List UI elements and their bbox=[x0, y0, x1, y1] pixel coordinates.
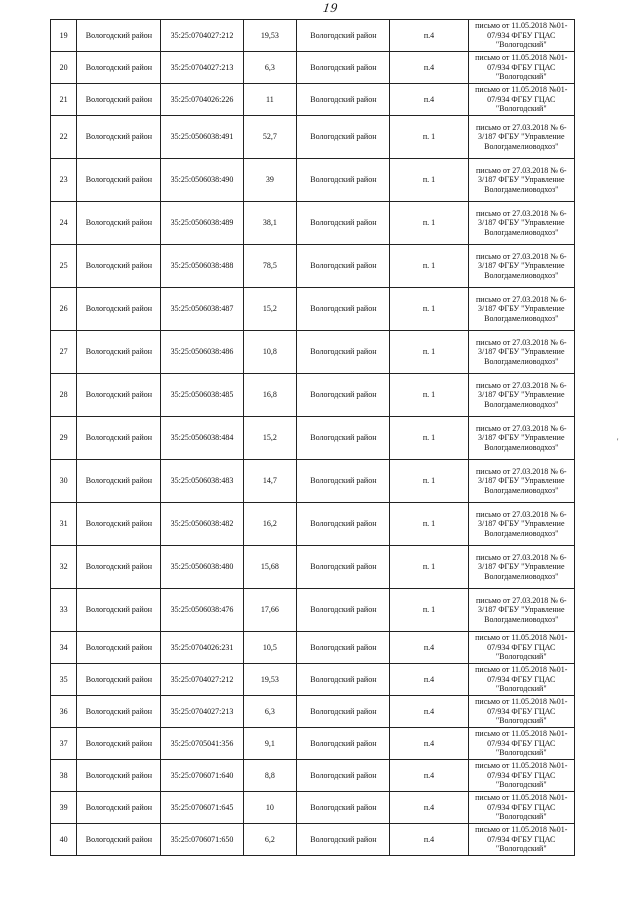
cadastral-number-cell: 35:25:0704027:212 bbox=[161, 664, 243, 696]
location-cell: Вологодский район bbox=[297, 20, 390, 52]
area-cell: 10,8 bbox=[243, 331, 297, 374]
row-number-cell: 31 bbox=[51, 503, 77, 546]
cadastral-number-cell: 35:25:0706071:640 bbox=[161, 760, 243, 792]
district-cell: Вологодский район bbox=[77, 546, 161, 589]
row-number-cell: 19 bbox=[51, 20, 77, 52]
area-cell: 6,3 bbox=[243, 52, 297, 84]
cadastral-number-cell: 35:25:0506038:476 bbox=[161, 589, 243, 632]
area-cell: 19,53 bbox=[243, 20, 297, 52]
document-reference-cell: письмо от 11.05.2018 №01-07/934 ФГБУ ГЦАС "Вологодский" bbox=[468, 760, 574, 792]
location-cell: Вологодский район bbox=[297, 589, 390, 632]
location-cell: Вологодский район bbox=[297, 202, 390, 245]
clause-cell: п. 1 bbox=[390, 245, 468, 288]
clause-cell: п. 1 bbox=[390, 417, 468, 460]
table-row bbox=[51, 632, 575, 664]
document-reference-cell: письмо от 11.05.2018 №01-07/934 ФГБУ ГЦАС "Вологодский" bbox=[468, 20, 574, 52]
page-number: 19 bbox=[322, 0, 340, 15]
table-row bbox=[51, 546, 575, 589]
document-reference-cell: письмо от 27.03.2018 № 6-3/187 ФГБУ "Управление Вологдамелиоводхоз" bbox=[468, 202, 574, 245]
location-cell: Вологодский район bbox=[297, 792, 390, 824]
location-cell: Вологодский район bbox=[297, 116, 390, 159]
clause-cell: п. 1 bbox=[390, 460, 468, 503]
area-cell: 38,1 bbox=[243, 202, 297, 245]
district-cell: Вологодский район bbox=[77, 417, 161, 460]
row-number-cell: 32 bbox=[51, 546, 77, 589]
location-cell: Вологодский район bbox=[297, 696, 390, 728]
clause-cell: п.4 bbox=[390, 664, 468, 696]
table-row bbox=[51, 159, 575, 202]
area-cell: 52,7 bbox=[243, 116, 297, 159]
cadastral-number-cell: 35:25:0706071:645 bbox=[161, 792, 243, 824]
clause-cell: п. 1 bbox=[390, 331, 468, 374]
area-cell: 15,2 bbox=[243, 417, 297, 460]
document-reference-cell: письмо от 27.03.2018 № 6-3/187 ФГБУ "Управление Вологдамелиоводхоз" bbox=[468, 417, 574, 460]
document-reference-cell: письмо от 27.03.2018 № 6-3/187 ФГБУ "Управление Вологдамелиоводхоз" bbox=[468, 159, 574, 202]
clause-cell: п.4 bbox=[390, 728, 468, 760]
area-cell: 8,8 bbox=[243, 760, 297, 792]
clause-cell: п.4 bbox=[390, 696, 468, 728]
cadastral-number-cell: 35:25:0506038:488 bbox=[161, 245, 243, 288]
table-row bbox=[51, 116, 575, 159]
cadastral-number-cell: 35:25:0506038:483 bbox=[161, 460, 243, 503]
district-cell: Вологодский район bbox=[77, 202, 161, 245]
clause-cell: п.4 bbox=[390, 824, 468, 856]
row-number-cell: 22 bbox=[51, 116, 77, 159]
cadastral-number-cell: 35:25:0704027:213 bbox=[161, 696, 243, 728]
location-cell: Вологодский район bbox=[297, 331, 390, 374]
cadastral-number-cell: 35:25:0704027:212 bbox=[161, 20, 243, 52]
table-row bbox=[51, 824, 575, 856]
row-number-cell: 26 bbox=[51, 288, 77, 331]
row-number-cell: 33 bbox=[51, 589, 77, 632]
document-reference-cell: письмо от 11.05.2018 №01-07/934 ФГБУ ГЦАС "Вологодский" bbox=[468, 728, 574, 760]
cadastral-number-cell: 35:25:0506038:482 bbox=[161, 503, 243, 546]
location-cell: Вологодский район bbox=[297, 546, 390, 589]
area-cell: 6,3 bbox=[243, 696, 297, 728]
district-cell: Вологодский район bbox=[77, 374, 161, 417]
document-reference-cell: письмо от 11.05.2018 №01-07/934 ФГБУ ГЦАС "Вологодский" bbox=[468, 52, 574, 84]
cadastral-number-cell: 35:25:0506038:485 bbox=[161, 374, 243, 417]
row-number-cell: 25 bbox=[51, 245, 77, 288]
document-reference-cell: письмо от 27.03.2018 № 6-3/187 ФГБУ "Управление Вологдамелиоводхоз" bbox=[468, 288, 574, 331]
row-number-cell: 27 bbox=[51, 331, 77, 374]
district-cell: Вологодский район bbox=[77, 159, 161, 202]
cadastral-number-cell: 35:25:0506038:480 bbox=[161, 546, 243, 589]
district-cell: Вологодский район bbox=[77, 696, 161, 728]
location-cell: Вологодский район bbox=[297, 664, 390, 696]
cadastral-number-cell: 35:25:0704026:231 bbox=[161, 632, 243, 664]
clause-cell: п. 1 bbox=[390, 374, 468, 417]
row-number-cell: 20 bbox=[51, 52, 77, 84]
district-cell: Вологодский район bbox=[77, 728, 161, 760]
row-number-cell: 21 bbox=[51, 84, 77, 116]
document-reference-cell: письмо от 11.05.2018 №01-07/934 ФГБУ ГЦАС "Вологодский" bbox=[468, 632, 574, 664]
table-row bbox=[51, 760, 575, 792]
cadastral-number-cell: 35:25:0706071:650 bbox=[161, 824, 243, 856]
document-reference-cell: письмо от 27.03.2018 № 6-3/187 ФГБУ "Управление Вологдамелиоводхоз" bbox=[468, 503, 574, 546]
location-cell: Вологодский район bbox=[297, 503, 390, 546]
row-number-cell: 30 bbox=[51, 460, 77, 503]
table-row bbox=[51, 331, 575, 374]
district-cell: Вологодский район bbox=[77, 245, 161, 288]
cadastral-number-cell: 35:25:0506038:486 bbox=[161, 331, 243, 374]
row-number-cell: 38 bbox=[51, 760, 77, 792]
table-row bbox=[51, 52, 575, 84]
cadastral-number-cell: 35:25:0704027:213 bbox=[161, 52, 243, 84]
clause-cell: п. 1 bbox=[390, 202, 468, 245]
row-number-cell: 24 bbox=[51, 202, 77, 245]
table-row bbox=[51, 245, 575, 288]
row-number-cell: 35 bbox=[51, 664, 77, 696]
table-row bbox=[51, 460, 575, 503]
clause-cell: п.4 bbox=[390, 632, 468, 664]
area-cell: 14,7 bbox=[243, 460, 297, 503]
area-cell: 39 bbox=[243, 159, 297, 202]
cadastral-number-cell: 35:25:0506038:484 bbox=[161, 417, 243, 460]
document-reference-cell: письмо от 27.03.2018 № 6-3/187 ФГБУ "Управление Вологдамелиоводхоз" bbox=[468, 116, 574, 159]
area-cell: 6,2 bbox=[243, 824, 297, 856]
table-row bbox=[51, 417, 575, 460]
area-cell: 17,66 bbox=[243, 589, 297, 632]
location-cell: Вологодский район bbox=[297, 374, 390, 417]
location-cell: Вологодский район bbox=[297, 824, 390, 856]
cadastral-number-cell: 35:25:0705041:356 bbox=[161, 728, 243, 760]
location-cell: Вологодский район bbox=[297, 52, 390, 84]
row-number-cell: 36 bbox=[51, 696, 77, 728]
document-reference-cell: письмо от 11.05.2018 №01-07/934 ФГБУ ГЦАС "Вологодский" bbox=[468, 696, 574, 728]
district-cell: Вологодский район bbox=[77, 632, 161, 664]
location-cell: Вологодский район bbox=[297, 728, 390, 760]
table-body bbox=[51, 20, 575, 856]
clause-cell: п. 1 bbox=[390, 116, 468, 159]
document-reference-cell: письмо от 27.03.2018 № 6-3/187 ФГБУ "Управление Вологдамелиоводхоз" bbox=[468, 546, 574, 589]
location-cell: Вологодский район bbox=[297, 760, 390, 792]
location-cell: Вологодский район bbox=[297, 632, 390, 664]
table-row bbox=[51, 84, 575, 116]
district-cell: Вологодский район bbox=[77, 331, 161, 374]
clause-cell: п.4 bbox=[390, 84, 468, 116]
area-cell: 10,5 bbox=[243, 632, 297, 664]
document-reference-cell: письмо от 11.05.2018 №01-07/934 ФГБУ ГЦАС "Вологодский" bbox=[468, 664, 574, 696]
area-cell: 78,5 bbox=[243, 245, 297, 288]
clause-cell: п. 1 bbox=[390, 288, 468, 331]
district-cell: Вологодский район bbox=[77, 503, 161, 546]
location-cell: Вологодский район bbox=[297, 245, 390, 288]
district-cell: Вологодский район bbox=[77, 792, 161, 824]
area-cell: 15,68 bbox=[243, 546, 297, 589]
cadastral-number-cell: 35:25:0506038:487 bbox=[161, 288, 243, 331]
document-reference-cell: письмо от 11.05.2018 №01-07/934 ФГБУ ГЦАС "Вологодский" bbox=[468, 824, 574, 856]
location-cell: Вологодский район bbox=[297, 288, 390, 331]
cadastral-number-cell: 35:25:0506038:489 bbox=[161, 202, 243, 245]
area-cell: 16,8 bbox=[243, 374, 297, 417]
row-number-cell: 39 bbox=[51, 792, 77, 824]
district-cell: Вологодский район bbox=[77, 460, 161, 503]
row-number-cell: 40 bbox=[51, 824, 77, 856]
document-reference-cell: письмо от 11.05.2018 №01-07/934 ФГБУ ГЦАС "Вологодский" bbox=[468, 792, 574, 824]
clause-cell: п.4 bbox=[390, 20, 468, 52]
land-plots-table bbox=[50, 19, 575, 856]
location-cell: Вологодский район bbox=[297, 417, 390, 460]
district-cell: Вологодский район bbox=[77, 760, 161, 792]
cadastral-number-cell: 35:25:0506038:490 bbox=[161, 159, 243, 202]
row-number-cell: 28 bbox=[51, 374, 77, 417]
table-row bbox=[51, 792, 575, 824]
district-cell: Вологодский район bbox=[77, 589, 161, 632]
area-cell: 16,2 bbox=[243, 503, 297, 546]
table-row bbox=[51, 696, 575, 728]
table-row bbox=[51, 288, 575, 331]
clause-cell: п. 1 bbox=[390, 546, 468, 589]
district-cell: Вологодский район bbox=[77, 52, 161, 84]
row-number-cell: 29 bbox=[51, 417, 77, 460]
area-cell: 10 bbox=[243, 792, 297, 824]
location-cell: Вологодский район bbox=[297, 84, 390, 116]
row-number-cell: 34 bbox=[51, 632, 77, 664]
district-cell: Вологодский район bbox=[77, 824, 161, 856]
table-row bbox=[51, 728, 575, 760]
document-reference-cell: письмо от 27.03.2018 № 6-3/187 ФГБУ "Управление Вологдамелиоводхоз" bbox=[468, 374, 574, 417]
area-cell: 9,1 bbox=[243, 728, 297, 760]
document-reference-cell: письмо от 27.03.2018 № 6-3/187 ФГБУ "Управление Вологдамелиоводхоз" bbox=[468, 331, 574, 374]
district-cell: Вологодский район bbox=[77, 20, 161, 52]
document-reference-cell: письмо от 27.03.2018 № 6-3/187 ФГБУ "Управление Вологдамелиоводхоз" bbox=[468, 589, 574, 632]
cadastral-number-cell: 35:25:0506038:491 bbox=[161, 116, 243, 159]
clause-cell: п.4 bbox=[390, 52, 468, 84]
clause-cell: п. 1 bbox=[390, 159, 468, 202]
area-cell: 15,2 bbox=[243, 288, 297, 331]
district-cell: Вологодский район bbox=[77, 664, 161, 696]
row-number-cell: 23 bbox=[51, 159, 77, 202]
clause-cell: п.4 bbox=[390, 792, 468, 824]
district-cell: Вологодский район bbox=[77, 116, 161, 159]
district-cell: Вологодский район bbox=[77, 288, 161, 331]
table-row bbox=[51, 374, 575, 417]
document-reference-cell: письмо от 27.03.2018 № 6-3/187 ФГБУ "Управление Вологдамелиоводхоз" bbox=[468, 245, 574, 288]
cadastral-number-cell: 35:25:0704026:226 bbox=[161, 84, 243, 116]
area-cell: 11 bbox=[243, 84, 297, 116]
area-cell: 19,53 bbox=[243, 664, 297, 696]
clause-cell: п. 1 bbox=[390, 503, 468, 546]
location-cell: Вологодский район bbox=[297, 159, 390, 202]
table-row bbox=[51, 664, 575, 696]
table-row bbox=[51, 503, 575, 546]
table-row bbox=[51, 589, 575, 632]
district-cell: Вологодский район bbox=[77, 84, 161, 116]
document-reference-cell: письмо от 27.03.2018 № 6-3/187 ФГБУ "Управление Вологдамелиоводхоз" bbox=[468, 460, 574, 503]
table-row bbox=[51, 20, 575, 52]
stray-mark: ' bbox=[617, 437, 619, 446]
location-cell: Вологодский район bbox=[297, 460, 390, 503]
row-number-cell: 37 bbox=[51, 728, 77, 760]
clause-cell: п.4 bbox=[390, 760, 468, 792]
clause-cell: п. 1 bbox=[390, 589, 468, 632]
table-row bbox=[51, 202, 575, 245]
document-reference-cell: письмо от 11.05.2018 №01-07/934 ФГБУ ГЦАС "Вологодский" bbox=[468, 84, 574, 116]
